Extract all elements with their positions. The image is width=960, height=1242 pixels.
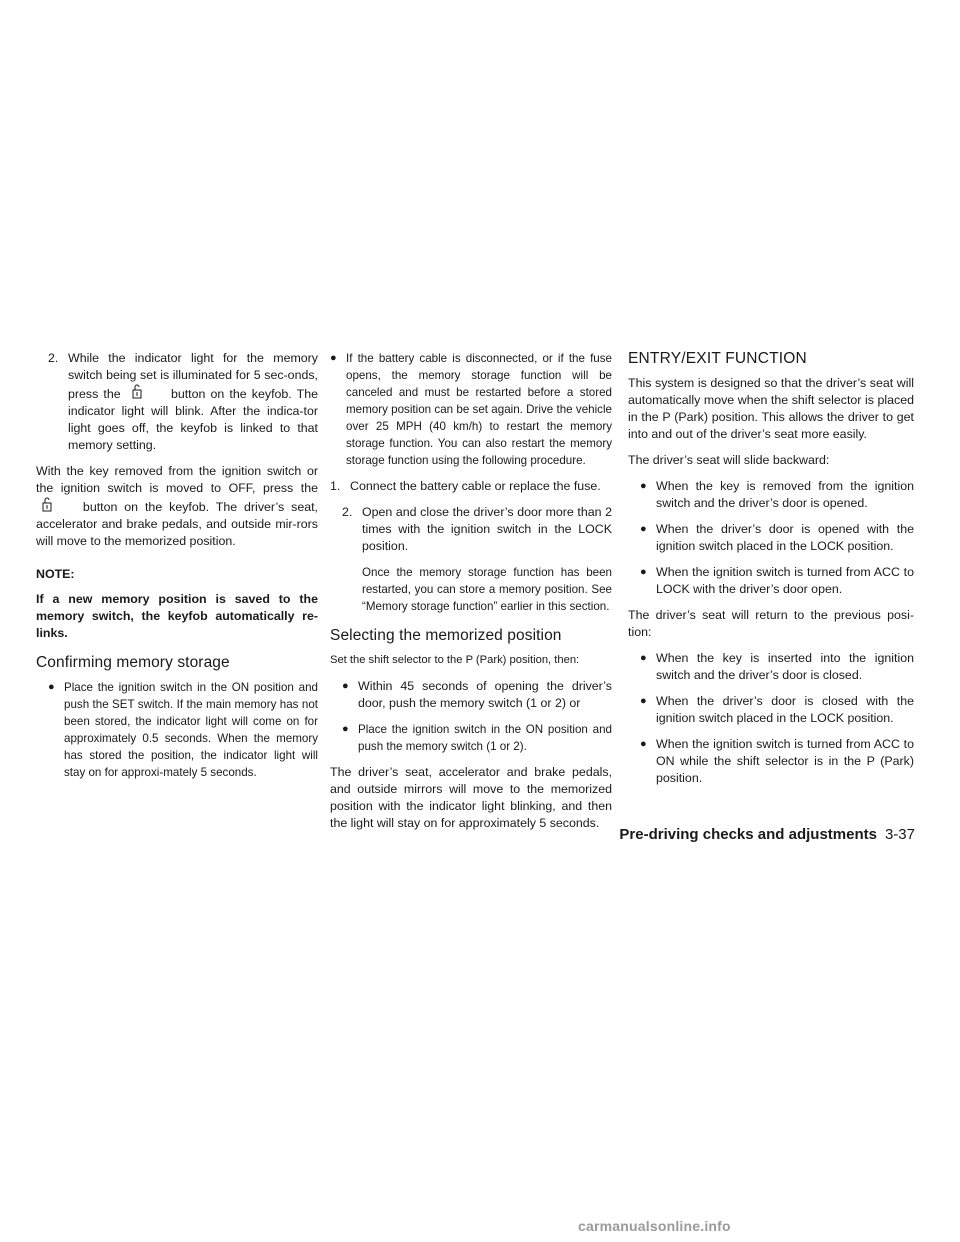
list-item (330, 350, 612, 469)
return-intro: The driver’s seat will return to the previous posi-tion: (628, 608, 914, 639)
list-item (628, 564, 914, 598)
list-item (628, 478, 914, 512)
column-2 (330, 350, 612, 841)
paragraph-keyfob-recall (36, 463, 318, 550)
step-number: 1. (330, 479, 341, 493)
bullet-icon: ● (48, 681, 55, 693)
bullet-icon: ● (330, 352, 337, 364)
page-footer (619, 826, 915, 843)
page-number: 3-37 (884, 826, 915, 843)
paragraph-text-a: With the key removed from the ignition switch or the ignition switch is moved to OFF, press the (36, 464, 318, 495)
step-number: 2. (342, 505, 353, 519)
step-2-extra: Once the memory storage function has been restarted, you can store a memory position. See “Memory storage function” earlier in this section. (362, 566, 612, 613)
list-item (330, 678, 612, 712)
bullet-icon: ● (640, 480, 647, 492)
bullet-text: When the ignition switch is turned from ACC to ON while the shift selector is in the P (Park) position. (656, 737, 914, 785)
note-text: If a new memory position is saved to the memory switch, the keyfob automatically re-links. (36, 592, 318, 640)
keyfob-unlock-icon (40, 497, 54, 511)
bullet-icon: ● (640, 523, 647, 535)
bullet-text: When the key is removed from the ignition switch and the driver’s door is opened. (656, 479, 914, 510)
list-item (36, 679, 318, 781)
bullet-icon: ● (640, 652, 647, 664)
bullet-text: When the driver’s door is opened with the ignition switch placed in the LOCK position. (656, 522, 914, 553)
heading-selecting-memorized-position: Selecting the memorized position (330, 627, 562, 644)
column-1 (36, 350, 318, 790)
bullet-icon: ● (342, 723, 349, 735)
paragraph-text-b: button on the keyfob. The driver’s seat, accelerator and brake pedals, and outside mir-rors will move to the memorized position. (36, 500, 318, 548)
heading-confirming-memory-storage: Confirming memory storage (36, 654, 230, 671)
bullet-text: Place the ignition switch in the ON position and push the memory switch (1 or 2). (358, 723, 612, 753)
bullet-text: When the ignition switch is turned from ACC to LOCK with the driver’s door open. (656, 565, 914, 596)
note-label: NOTE: (36, 567, 75, 581)
step-text: Open and close the driver’s door more than 2 times with the ignition switch in the LOCK position. (362, 505, 612, 553)
bullet-icon: ● (640, 566, 647, 578)
step-number: 2. (48, 351, 59, 365)
step-text-b: button on the keyfob. The indicator light will blink. After the indica-tor light goes off, the keyfob is linked to that memory setting. (68, 387, 318, 452)
section-title: Pre-driving checks and adjustments (619, 826, 877, 843)
bullet-icon: ● (640, 695, 647, 707)
step-2 (330, 504, 612, 555)
bullet-text: If the battery cable is disconnected, or if the fuse opens, the memory storage function will be canceled and must be restarted before a stored memory position can be set again. Drive the vehicle over 25 MPH (40 km/h) to restart the memory storage function. You can also restart the memory storage function using the following procedure. (346, 352, 612, 467)
select-intro: Set the shift selector to the P (Park) position, then: (330, 654, 580, 666)
entry-intro: This system is designed so that the driver’s seat will automatically move when the shift selector is placed in the P (Park) position. This allows the driver to get into and out of the driver’s seat more easily. (628, 376, 914, 441)
paragraph-final: The driver’s seat, accelerator and brake pedals, and outside mirrors will move to the memorized position with the indicator light blinking, and then the light will stay on for approximately 5 seconds. (330, 765, 612, 830)
keyfob-unlock-icon (130, 384, 144, 398)
column-3 (628, 350, 914, 796)
list-item (628, 650, 914, 684)
bullet-icon: ● (640, 738, 647, 750)
step-2-keyfob-link (36, 350, 318, 454)
step-text: Connect the battery cable or replace the fuse. (350, 479, 601, 493)
watermark: carmanualsonline.info (578, 1218, 731, 1234)
list-item (628, 736, 914, 787)
bullet-text: Place the ignition switch in the ON position and push the SET switch. If the main memory has not been stored, the indicator light will come on for approximately 0.5 seconds. When the memory has stored the position, the indicator light will stay on for approxi-mately 5 seconds. (64, 681, 318, 779)
heading-entry-exit-function: ENTRY/EXIT FUNCTION (628, 350, 807, 367)
step-1 (330, 478, 612, 495)
bullet-text: When the driver’s door is closed with the ignition switch placed in the LOCK position. (656, 694, 914, 725)
bullet-text: Within 45 seconds of opening the driver’s door, push the memory switch (1 or 2) or (358, 679, 612, 710)
list-item (628, 693, 914, 727)
list-item (330, 721, 612, 755)
bullet-text: When the key is inserted into the ignition switch and the driver’s door is closed. (656, 651, 914, 682)
backward-intro: The driver’s seat will slide backward: (628, 453, 830, 467)
bullet-icon: ● (342, 680, 349, 692)
list-item (628, 521, 914, 555)
step-text-a: While the indicator light for the memory switch being set is illuminated for 5 sec-onds, press the (68, 351, 318, 401)
